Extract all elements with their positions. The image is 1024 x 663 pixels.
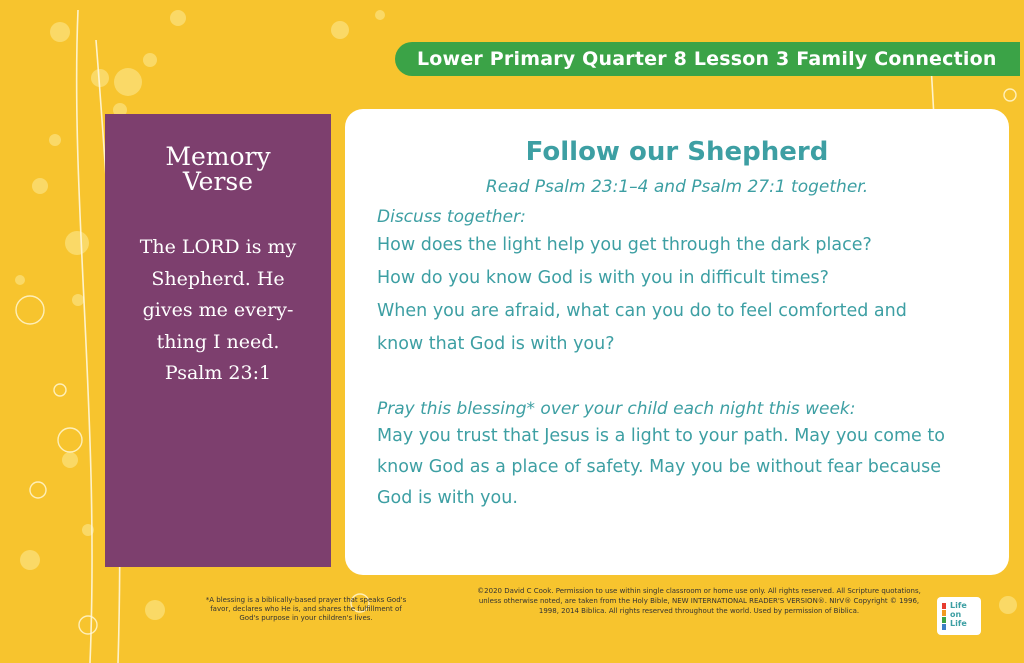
banner-title: Lower Primary Quarter 8 Lesson 3 Family Connection xyxy=(417,48,997,70)
verse-line: thing I need. xyxy=(156,330,280,353)
verse-line: gives me every- xyxy=(142,299,294,321)
logo-bar-green xyxy=(942,617,946,623)
verse-reference: Psalm 23:1 xyxy=(164,362,272,384)
blessing-line: May you trust that Jesus is a light to your path. May you come to xyxy=(377,426,945,446)
logo-text-line: Life xyxy=(950,601,967,610)
memory-verse-text xyxy=(105,232,331,390)
copyright-notice: ©2020 David C Cook. Permission to use within single classroom or home use only. All rights reserved. All Scripture quotations, unless otherwise noted, are taken from the Holy Bible, NEW INTERNATIONAL READER'S VERSION®. NIrV® Copyright © 1996, 1998, 2014 Biblica. All rights reserved throughout the world. Used by permission of Biblica. xyxy=(477,587,921,615)
logo-bar-red xyxy=(942,603,946,609)
discussion-question: When you are afraid, what can you do to feel comforted and xyxy=(377,301,907,321)
discuss-label: Discuss together: xyxy=(377,207,526,227)
discussion-question: know that God is with you? xyxy=(377,334,615,354)
blessing-line: God is with you. xyxy=(377,488,518,508)
discussion-question: How do you know God is with you in difficult times? xyxy=(377,268,829,288)
card-heading: Follow our Shepherd xyxy=(525,137,829,167)
verse-line: Shepherd. He xyxy=(151,267,285,290)
memory-verse-title xyxy=(105,144,331,194)
logo-text xyxy=(950,601,980,628)
memory-verse-panel xyxy=(105,114,331,567)
blessing-line: know God as a place of safety. May you be without fear because xyxy=(377,457,941,477)
memory-verse-title-line-1: Memory xyxy=(165,142,271,171)
discussion-question: How does the light help you get through the dark place? xyxy=(377,235,872,255)
memory-verse-title-line-2: Verse xyxy=(182,167,254,196)
lesson-banner xyxy=(395,42,1020,76)
blessing-label: Pray this blessing* over your child each night this week: xyxy=(377,399,856,419)
logo-bar-orange xyxy=(942,610,946,616)
logo-text-line: on xyxy=(950,610,962,619)
blessing-footnote: *A blessing is a biblically-based prayer that speaks God's favor, declares who He is, and shares the fulfillment of God's purpose in your children's lives. xyxy=(205,596,407,622)
logo-text-line: Life xyxy=(950,619,967,628)
logo-bar-blue xyxy=(942,624,946,630)
life-on-life-logo xyxy=(937,597,981,635)
family-connection-card xyxy=(345,109,1009,575)
reading-instruction: Read Psalm 23:1–4 and Psalm 27:1 together. xyxy=(485,177,869,197)
verse-line: The LORD is my xyxy=(139,236,297,258)
